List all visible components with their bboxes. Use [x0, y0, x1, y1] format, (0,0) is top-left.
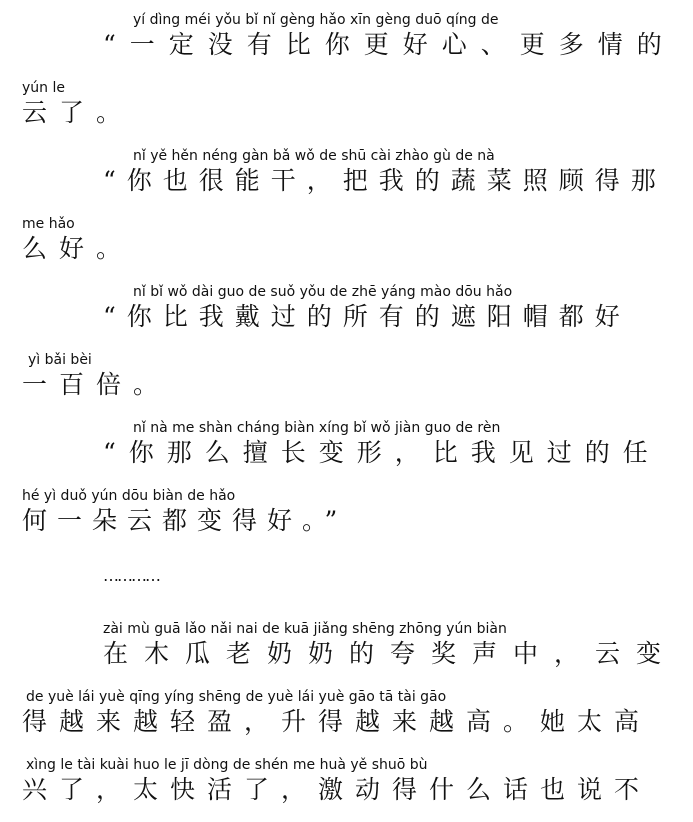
- text-line-5: [103, 284, 673, 336]
- text-line-3: [103, 148, 673, 200]
- text-line-11: [22, 757, 682, 809]
- pinyin-line: yí dìng méi yǒu bǐ nǐ gèng hǎo xīn gèng duō qíng de: [133, 12, 499, 28]
- text-line-7: [103, 420, 673, 472]
- hanzi-line: 一百倍。: [22, 370, 171, 399]
- text-line-10: [22, 689, 682, 741]
- pinyin-line: me hǎo: [22, 216, 75, 232]
- hanzi-line: 兴了，太快活了，激动得什么话也说不: [22, 775, 652, 804]
- pinyin-line: hé yì duǒ yún dōu biàn de hǎo: [22, 488, 236, 504]
- hanzi-line: 得越来越轻盈，升得越来越高。她太高: [22, 707, 652, 736]
- hanzi-line: 何一朵云都变得好。”: [22, 506, 348, 535]
- hanzi-line: “你也很能干，把我的蔬菜照顾得那: [103, 166, 667, 195]
- hanzi-line: “你比我戴过的所有的遮阳帽都好: [103, 302, 631, 331]
- pinyin-line: nǐ bǐ wǒ dài guo de suǒ yǒu de zhē yáng mào dōu hǎo: [133, 284, 513, 300]
- text-line-8: [22, 488, 422, 540]
- hanzi-line: “一定没有比你更好心、更多情的: [103, 30, 676, 59]
- pinyin-line: de yuè lái yuè qīng yíng shēng de yuè lái yuè gāo tā tài gāo: [26, 689, 447, 705]
- text-line-1: [103, 12, 676, 64]
- pinyin-line: xìng le tài kuài huo le jī dòng de shén me huà yě shuō bù: [26, 757, 428, 773]
- hanzi-line: 在木瓜老奶奶的夸奖声中，云变: [103, 639, 678, 668]
- hanzi-line: 么好。: [22, 234, 134, 263]
- hanzi-line: “你那么擅长变形，比我见过的任: [103, 438, 661, 467]
- text-line-4: [22, 216, 322, 268]
- pinyin-line: yún le: [22, 80, 65, 96]
- pinyin-line: nǐ yě hěn néng gàn bǎ wǒ de shū cài zhào gù de nà: [133, 148, 495, 164]
- text-line-2: [22, 80, 322, 132]
- text-line-9: [103, 621, 678, 673]
- pinyin-line: yì bǎi bèi: [28, 352, 92, 368]
- hanzi-line: 云了。: [22, 98, 134, 127]
- pinyin-line: nǐ nà me shàn cháng biàn xíng bǐ wǒ jiàn guo de rèn: [133, 420, 501, 436]
- text-line-6: [22, 352, 322, 404]
- ellipsis: …………: [103, 566, 159, 585]
- pinyin-line: zài mù guā lǎo nǎi nai de kuā jiǎng shēng zhōng yún biàn: [103, 621, 507, 637]
